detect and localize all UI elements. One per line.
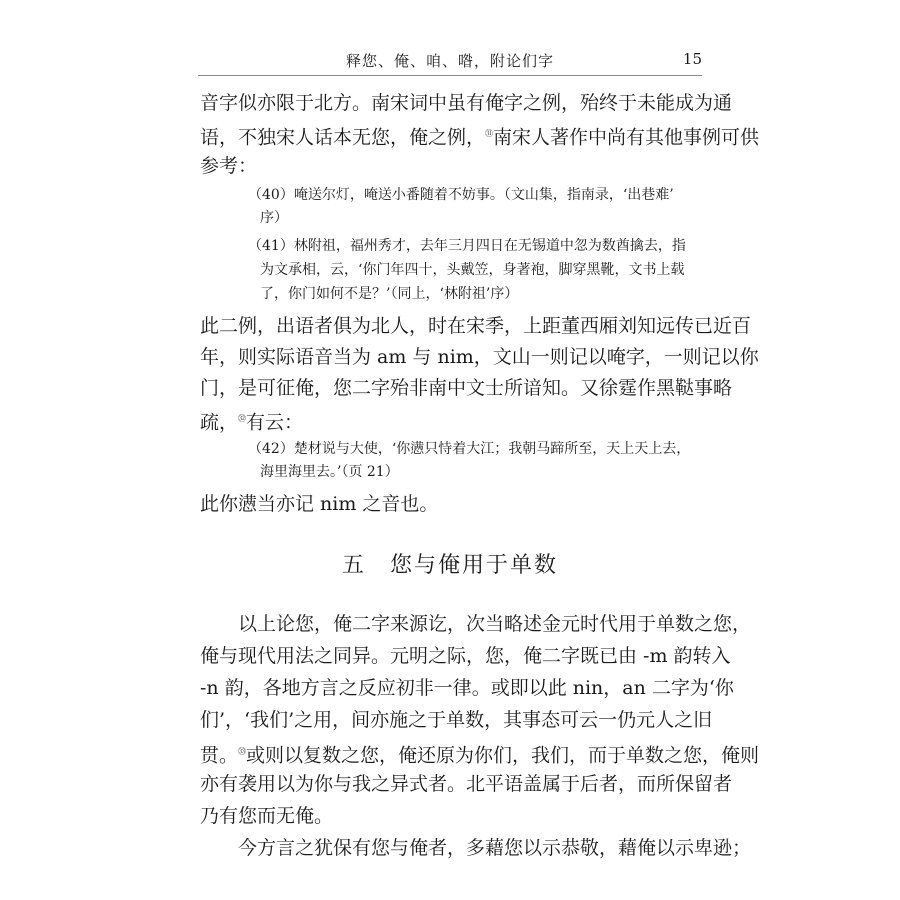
example-line: 序） <box>260 210 288 226</box>
header-rule <box>198 75 702 76</box>
text-line: 参考： <box>200 155 258 177</box>
footnote-marker: ㉛ <box>485 129 494 138</box>
text-line <box>200 407 303 434</box>
example-line: （41）林附祖，福州秀才，去年三月四日在无锡道中忽为数酋擒去，指 <box>248 238 686 254</box>
text-line: 音字似亦限于北方。南宋词中虽有俺字之例，殆终于未能成为通 <box>200 92 733 114</box>
example-line: （40）唵送尔灯，唵送小番随着不妨事。（文山集，指南录，‘出巷难’ <box>248 187 674 203</box>
text-run: 有云： <box>246 411 304 434</box>
footnote-marker: ㉜ <box>238 414 247 423</box>
example-line: （42）楚材说与大使，‘你懑只恃着大江；我朝马蹄所至，天上天上去， <box>248 441 691 457</box>
section-heading: 五 您与俺用于单数 <box>341 553 558 578</box>
text-line: 年，则实际语音当为 am 与 nim，文山一则记以唵字，一则记以你 <box>200 346 759 368</box>
text-line: 乃有您而无俺。 <box>200 805 334 827</box>
text-line: 此二例，出语者俱为北人，时在宋季，上距董西厢刘知远传已近百 <box>200 315 752 337</box>
text-line: 门，是可征俺，您二字殆非南中文士所谙知。又徐霆作黑鞑事略 <box>200 377 733 399</box>
example-line: 了，你门如何不是？’（同上，‘林附祖’序） <box>260 286 519 302</box>
text-line: 以上论您，俺二字来源讫，次当略述金元时代用于单数之您， <box>238 613 752 635</box>
text-line: 亦有袭用以为你与我之异式者。北平语盖属于后者，而所保留者 <box>200 773 733 795</box>
example-line: 海里海里去。’（页 21） <box>260 464 399 480</box>
page-number: 15 <box>682 50 702 68</box>
running-header <box>198 48 702 78</box>
text-run: 或则以复数之您，俺还原为你们，我们，而于单数之您，俺则 <box>246 744 760 767</box>
text-run: 疏， <box>200 411 239 434</box>
text-line: 今方言之犹保有您与俺者，多藉您以示恭敬，藉俺以示卑逊； <box>238 837 752 859</box>
text-line: 们’，‘我们’之用，间亦施之于单数，其事态可云一仍元人之旧 <box>200 709 713 731</box>
text-line: 俺与现代用法之同异。元明之际，您，俺二字既已由 -m 韵转入 <box>200 645 731 667</box>
running-title: 释您、俺、咱、喒，附论们字 <box>345 52 554 70</box>
text-line <box>200 740 759 767</box>
footnote-marker: ㉝ <box>238 747 247 756</box>
text-line: 此你懑当亦记 nim 之音也。 <box>200 493 439 515</box>
text-run: 南宋人著作中尚有其他事例可供 <box>493 126 760 149</box>
text-line <box>200 122 759 149</box>
example-line: 为文承相，云，‘你门年四十，头戴笠，身著袍，脚穿黑靴，文书上载 <box>260 262 685 278</box>
text-run: 语，不独宋人话本无您，俺之例， <box>200 126 486 149</box>
text-line: -n 韵，各地方言之反应初非一律。或即以此 nin，an 二字为‘你 <box>200 677 734 699</box>
text-run: 贯。 <box>200 744 239 767</box>
